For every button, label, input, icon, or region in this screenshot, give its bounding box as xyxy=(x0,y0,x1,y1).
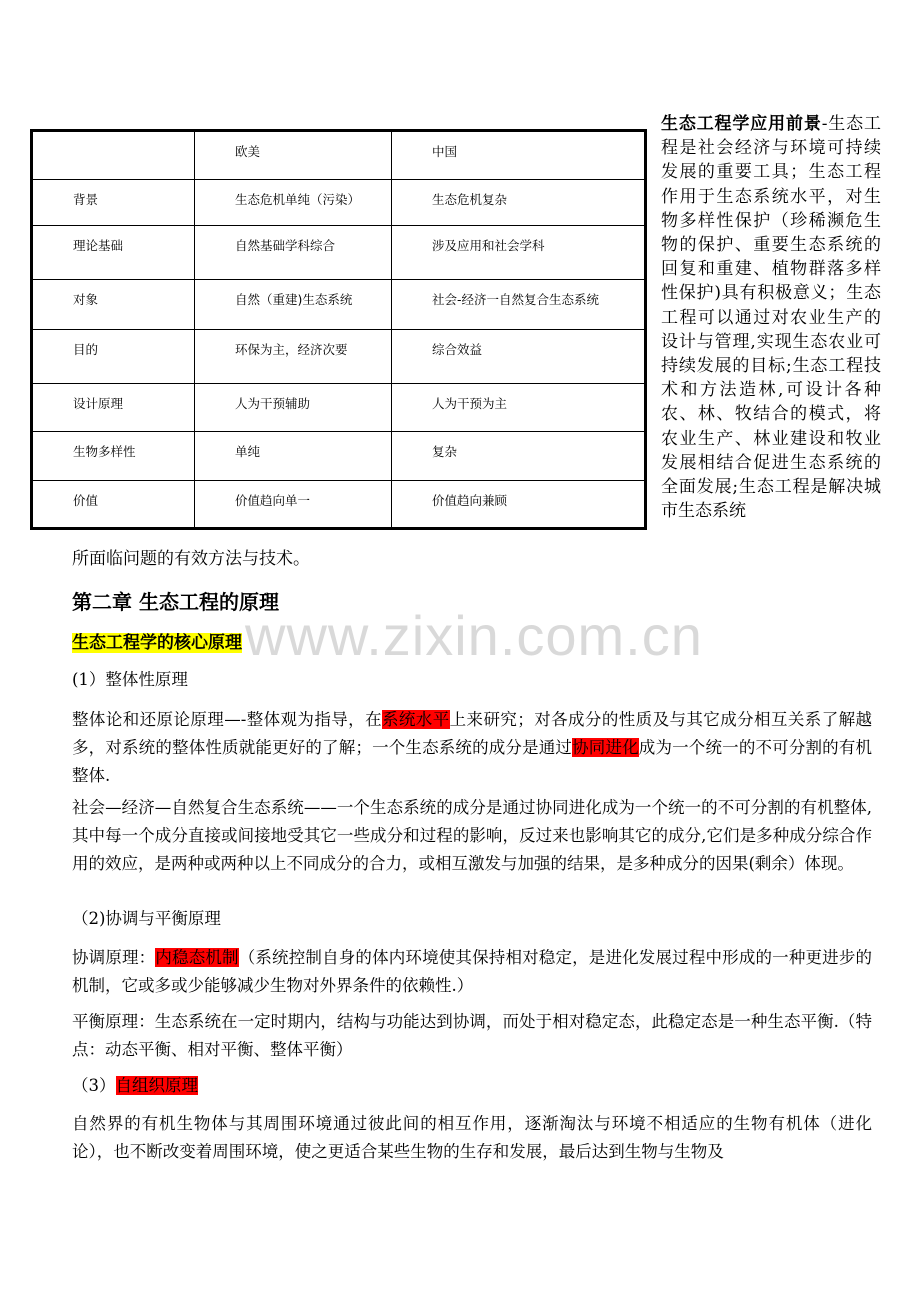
cell-china: 社会-经济一自然复合生态系统 xyxy=(392,280,646,330)
core-heading xyxy=(72,628,242,653)
cell-west: 人为干预辅助 xyxy=(195,384,392,432)
section1-paragraph1 xyxy=(72,706,872,790)
highlight-homeostasis: 内稳态机制 xyxy=(155,948,239,967)
section3-paragraph1: 自然界的有机生物体与其周围环境通过彼此间的相互作用，逐渐淘汰与环境不相适应的生物有机体（进化论），也不断改变着周围环境，使之更适合某些生物的生存和发展，最后达到生物与生物及 xyxy=(72,1114,872,1161)
paragraph-text: 成为一个统一的不可分割的有机整体. xyxy=(72,738,873,785)
cell-china: 复杂 xyxy=(392,432,646,481)
highlight-system-level: 系统水平 xyxy=(381,710,450,729)
cell-west: 自然（重建)生态系统 xyxy=(195,280,392,330)
cell-west: 自然基础学科综合 xyxy=(195,226,392,280)
row-label: 价值 xyxy=(32,481,195,529)
cell-china: 人为干预为主 xyxy=(392,384,646,432)
row-label: 理论基础 xyxy=(32,226,195,280)
section1-paragraph2: 社会—经济—自然复合生态系统——一个生态系统的成分是通过协同进化成为一个统一的不可分割的有机整体,其中每一个成分直接或间接地受其它一些成分和过程的影响，反过来也影响其它的成分,它们是多种成分综合作用的效应，是两种或两种以上不同成分的合力，或相互激发与加强的结果，是多种成分的因果(剩余）体现。 xyxy=(72,798,872,873)
side-text-block xyxy=(661,112,881,523)
row-label: 目的 xyxy=(32,330,195,384)
cell-china: 综合效益 xyxy=(392,330,646,384)
table-header-cell: 欧美 xyxy=(195,131,392,180)
cell-west: 生态危机单纯（污染） xyxy=(195,180,392,226)
row-label: 生物多样性 xyxy=(32,432,195,481)
cell-west: 环保为主，经济次要 xyxy=(195,330,392,384)
paragraph-text: 上来研究；对各成分的性质及与其它成分相互关系了解越多，对系统的整体性质就能更好的了解；一个生态系统的成分是通过 xyxy=(72,710,873,757)
cell-west: 单纯 xyxy=(195,432,392,481)
cell-china: 生态危机复杂 xyxy=(392,180,646,226)
comparison-table xyxy=(30,129,647,530)
cell-china: 涉及应用和社会学科 xyxy=(392,226,646,280)
table-header-cell: 中国 xyxy=(392,131,646,180)
row-label: 对象 xyxy=(32,280,195,330)
paragraph-text: 整体论和还原论原理—-整体观为指导，在 xyxy=(72,710,382,729)
cell-china: 价值趋向兼顾 xyxy=(392,481,646,529)
chapter-title: 第二章 生态工程的原理 xyxy=(72,590,279,614)
cell-west: 价值趋向单一 xyxy=(195,481,392,529)
core-heading-label: 生态工程学的核心原理 xyxy=(72,633,242,653)
continuation-text: 所面临问题的有效方法与技术。 xyxy=(72,549,310,569)
table-row xyxy=(32,481,646,529)
table-row xyxy=(32,432,646,481)
highlight-self-organization: 自组织原理 xyxy=(115,1076,198,1095)
section2-paragraph1 xyxy=(72,944,872,1000)
table-row xyxy=(32,226,646,280)
highlight-coevolution: 协同进化 xyxy=(572,738,639,757)
section2-paragraph2: 平衡原理：生态系统在一定时期内，结构与功能达到协调，而处于相对稳定态，此稳定态是一种生态平衡.（特点：动态平衡、相对平衡、整体平衡） xyxy=(72,1012,872,1059)
row-label: 设计原理 xyxy=(32,384,195,432)
row-label: 背景 xyxy=(32,180,195,226)
side-heading: 生态工程学应用前景 xyxy=(661,114,822,134)
table-row xyxy=(32,330,646,384)
section2-title: （2)协调与平衡原理 xyxy=(72,909,221,928)
table-header-row xyxy=(32,131,646,180)
section1-title: (1）整体性原理 xyxy=(72,670,188,689)
table-row xyxy=(32,180,646,226)
watermark: www.zixin.com.cn xyxy=(245,604,703,667)
paragraph-text: （系统控制自身的体内环境使其保持相对稳定，是进化发展过程中形成的一种更进步的机制，它或多或少能够减少生物对外界条件的依赖性.） xyxy=(72,948,873,995)
side-body: -生态工程是社会经济与环境可持续发展的重要工具；生态工程作用于生态系统水平，对生物多样性保护（珍稀濒危生物的保护、重要生态系统的回复和重建、植物群落多样性保护)具有积极意义；生态工程可以通过对农业生产的设计与管理,实现生态农业可持续发展的目标;生态工程技术和方法造林,可设计各种农、林、牧结合的模式，将农业生产、林业建设和牧业发展相结合促进生态系统的全面发展;生态工程是解决城市生态系统 xyxy=(661,114,881,522)
section3-title xyxy=(72,1072,872,1100)
section3-prefix: （3） xyxy=(72,1076,116,1095)
table-header-cell xyxy=(32,131,195,180)
paragraph-text: 协调原理： xyxy=(72,948,156,967)
table-row xyxy=(32,384,646,432)
table-row xyxy=(32,280,646,330)
